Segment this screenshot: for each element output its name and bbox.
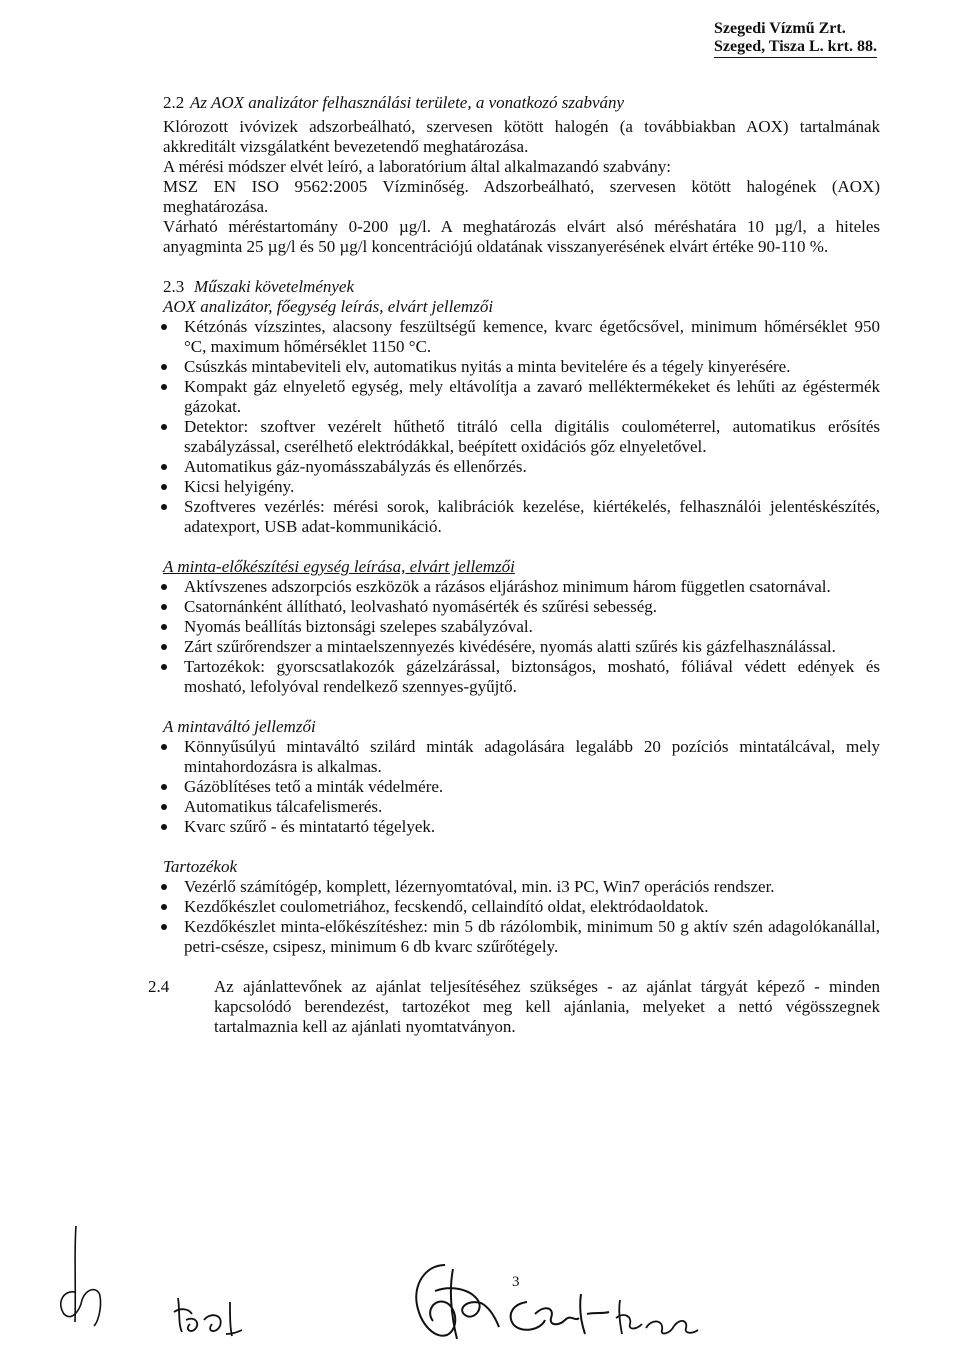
list-item: Automatikus gáz-nyomásszabályzás és ellenőrzés.	[163, 457, 880, 477]
subsection-heading: AOX analizátor, főegység leírás, elvárt jellemzői	[163, 297, 494, 316]
list-item: Aktívszenes adszorpciós eszközök a rázásos eljáráshoz minimum három független csatornával.	[163, 577, 880, 597]
section-2-3-heading	[163, 277, 880, 297]
list-item: Kezdőkészlet minta-előkészítéshez: min 5 db rázólombik, minimum 50 g aktív szén adagolókanállal, petri-csésze, csipesz, minimum 6 db kvarc szűrőtégely.	[163, 917, 880, 957]
paragraph: Várható méréstartomány 0-200 µg/l. A meghatározás elvárt alsó méréshatára 10 µg/l, a hiteles anyagminta 25 µg/l és 50 µg/l koncentrációjú oldatának visszanyerésének elvárt értéke 90-110 %.	[163, 217, 880, 256]
list-item: Tartozékok: gyorscsatlakozók gázelzárással, biztonságos, mosható, fóliával védett edények és mosható, lefolyóval rendelkező szennyes-gyűjtő.	[163, 657, 880, 697]
section-2-4	[148, 977, 880, 1037]
paragraph: Klórozott ivóvizek adszorbeálható, szervesen kötött halogén (a továbbiakban AOX) tartalmának akkreditált vizsgálatként bevezetendő meghatározása.	[163, 117, 880, 156]
company-address: Szeged, Tisza L. krt. 88.	[714, 38, 877, 58]
section-number: 2.2	[163, 93, 185, 112]
section-title: Az AOX analizátor felhasználási területe, a vonatkozó szabvány	[190, 93, 625, 112]
list-item: Vezérlő számítógép, komplett, lézernyomtatóval, min. i3 PC, Win7 operációs rendszer.	[163, 877, 880, 897]
list-item: Kicsi helyigény.	[163, 477, 880, 497]
section-2-2-heading	[163, 93, 880, 113]
section-number: 2.3	[163, 277, 185, 296]
signature-icon	[505, 1284, 615, 1344]
company-name: Szegedi Vízmű Zrt.	[714, 20, 846, 37]
list-item: Kompakt gáz elnyelető egység, mely eltávolítja a zavaró melléktermékeket és lehűti az égéstermék gázokat.	[163, 377, 880, 417]
list-item: Könnyűsúlyú mintaváltó szilárd minták adagolására legalább 20 pozíciós mintatálcával, mely mintahordozásra is alkalmas.	[163, 737, 880, 777]
signature-icon	[170, 1290, 250, 1340]
list-item: Automatikus tálcafelismerés.	[163, 797, 880, 817]
page-number: 3	[512, 1274, 520, 1290]
list-item: Kvarc szűrő - és mintatartó tégelyek.	[163, 817, 880, 837]
list-item: Zárt szűrőrendszer a mintaelszennyezés kivédésére, nyomás alatti szűrés kis gázfelhasználással.	[163, 637, 880, 657]
requirement-list	[163, 577, 880, 697]
subsection-heading: Tartozékok	[163, 857, 237, 876]
section-title: Műszaki követelmények	[194, 277, 354, 296]
subsection-heading: A mintaváltó jellemzői	[163, 717, 316, 736]
list-item: Csúszkás mintabeviteli elv, automatikus nyitás a minta bevitelére és a tégely kinyerésére.	[163, 357, 880, 377]
list-item: Kétzónás vízszintes, alacsony feszültségű kemence, kvarc égetőcsővel, minimum hőmérséklet 950 °C, maximum hőmérséklet 1150 °C.	[163, 317, 880, 357]
handwritten-initial-icon	[54, 1222, 124, 1332]
paragraph: MSZ EN ISO 9562:2005 Vízminőség. Adszorbeálható, szervesen kötött halogének (AOX) meghatározása.	[163, 177, 880, 216]
list-item: Kezdőkészlet coulometriához, fecskendő, cellaindító oldat, elektródaoldatok.	[163, 897, 880, 917]
subsection-heading: A minta-előkészítési egység leírása, elvárt jellemzői	[163, 557, 515, 576]
list-item: Szoftveres vezérlés: mérési sorok, kalibrációk kezelése, kiértékelés, felhasználói jelentéskészítés, adatexport, USB adat-kommunikáció.	[163, 497, 880, 537]
list-item: Nyomás beállítás biztonsági szelepes szabályzóval.	[163, 617, 880, 637]
main-content	[148, 93, 880, 1037]
paragraph: A mérési módszer elvét leíró, a laboratórium által alkalmazandó szabvány:	[163, 157, 671, 176]
company-header	[714, 20, 877, 58]
section-number: 2.4	[148, 977, 170, 996]
signature-icon	[612, 1290, 702, 1340]
requirement-list	[163, 877, 880, 957]
requirement-list	[163, 737, 880, 837]
list-item: Csatornánként állítható, leolvasható nyomásérték és szűrési sebesség.	[163, 597, 880, 617]
requirement-list	[163, 317, 880, 537]
signature-icon	[395, 1255, 505, 1347]
list-item: Detektor: szoftver vezérelt hűthető titráló cella digitális coulométerrel, automatikus erősítés szabályzással, cserélhető elektródákkal, beépített oxidációs gőz elnyeletővel.	[163, 417, 880, 457]
list-item: Gázöblítéses tető a minták védelmére.	[163, 777, 880, 797]
paragraph: Az ajánlattevőnek az ajánlat teljesítéséhez szükséges - az ajánlat tárgyát képező - minden kapcsolódó berendezést, tartozékot meg kell ajánlania, melyeket a nettó végösszegnek tartalmaznia kell az ajánlati nyomtatványon.	[214, 977, 880, 1036]
